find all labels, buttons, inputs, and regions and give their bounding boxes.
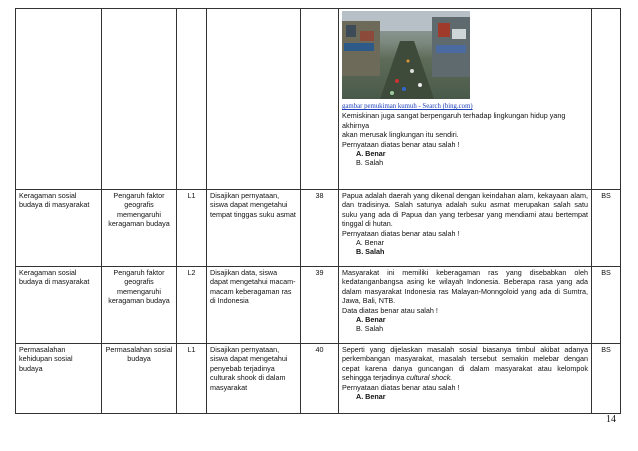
question-line: akan merusak lingkungan itu sendiri.	[342, 130, 459, 140]
option-a: A. Benar	[356, 238, 384, 248]
image-source-link[interactable]: gambar pemukiman kumuh - Search (bing.com)	[342, 103, 473, 110]
materi-cell: Keragaman sosial budaya di masyarakat	[16, 190, 102, 267]
option-b: B. Salah	[356, 247, 385, 257]
cell-empty	[16, 9, 102, 190]
cell-empty	[102, 9, 177, 190]
question-cell	[339, 267, 592, 344]
question-cell	[339, 190, 592, 267]
question-text: Seperti yang dijelaskan masalah sosial biasanya timbul akibat adanya perkembangan masyarakat, masalah tersebut semakin melebar dengan cepat karena danya guncangan di dalam masyarakat atau kelompok sehingga terjadinya cultural shock.	[342, 345, 588, 383]
table-row	[16, 190, 621, 267]
question-table	[15, 8, 621, 414]
slum-river-photo	[342, 11, 470, 99]
cell-empty	[177, 9, 207, 190]
question-line: Kemiskinan juga sangat berpengaruh terhadap lingkungan hidup yang akhirnya	[342, 111, 566, 130]
level-cell: L1	[177, 344, 207, 414]
materi-cell: Keragaman sosial budaya di masyarakat	[16, 267, 102, 344]
question-cell	[339, 344, 592, 414]
option-a: A. Benar	[356, 149, 386, 159]
question-prompt: Pernyataan diatas benar atau salah !	[342, 228, 460, 238]
question-prompt: Pernyataan diatas benar atau salah !	[342, 382, 460, 392]
option-b: B. Salah	[356, 158, 384, 168]
table-row	[16, 9, 621, 190]
question-line: Pernyataan diatas benar atau salah !	[342, 139, 460, 149]
option-a: A. Benar	[356, 315, 386, 325]
question-text: Masyarakat ini memiliki keberagaman ras yang disebabkan oleh kedatanganbangsa asing ke wilayah Indonesia. Beberapa rasa yang ada dalam masyarakat Indonesia ras Malayan-Monngoloid yang ada di Sumtra, Jawa, Bali, NTB.	[342, 268, 588, 306]
page-number: 14	[606, 414, 616, 425]
question-prompt: Data diatas benar atau salah !	[342, 305, 438, 315]
indikator-cell: Pengaruh faktor geografis memengaruhi keragaman budaya	[102, 267, 177, 344]
number-cell: 38	[301, 190, 339, 267]
indikator-soal-cell: Disajikan pernyataan, siswa dapat mengetahui penyebab terjadinya culturak shook di dalam masyarakat	[207, 344, 301, 414]
cell-empty	[592, 9, 621, 190]
question-cell	[339, 9, 592, 190]
indikator-soal-cell: Disajikan pernyataan, siswa dapat mengetahui tempat tinggas suku asmat	[207, 190, 301, 267]
indikator-cell: Permasalahan sosial budaya	[102, 344, 177, 414]
table-row	[16, 267, 621, 344]
question-text: Papua adalah daerah yang dikenal dengan keindahan alam, kekayaan alam, dan tradisinya. Salah satunya adalah suku asmat merupakan salah satu suku yang ada di Papua dan yang terbesar yang mendiami atau bertempat tinggal di hutan.	[342, 191, 588, 229]
number-cell: 39	[301, 267, 339, 344]
cell-empty	[207, 9, 301, 190]
cell-empty	[301, 9, 339, 190]
indikator-soal-cell: Disajikan data, siswa dapat mengetahui macam-macam keberagaman ras di Indonesia	[207, 267, 301, 344]
form-cell: BS	[592, 267, 621, 344]
indikator-cell: Pengaruh faktor geografis memengaruhi keragaman budaya	[102, 190, 177, 267]
materi-cell: Permasalahan kehidupan sosial budaya	[16, 344, 102, 414]
option-b: B. Salah	[356, 324, 384, 334]
table-row	[16, 344, 621, 414]
level-cell: L1	[177, 190, 207, 267]
form-cell: BS	[592, 190, 621, 267]
number-cell: 40	[301, 344, 339, 414]
level-cell: L2	[177, 267, 207, 344]
option-a: A. Benar	[356, 392, 386, 402]
form-cell: BS	[592, 344, 621, 414]
